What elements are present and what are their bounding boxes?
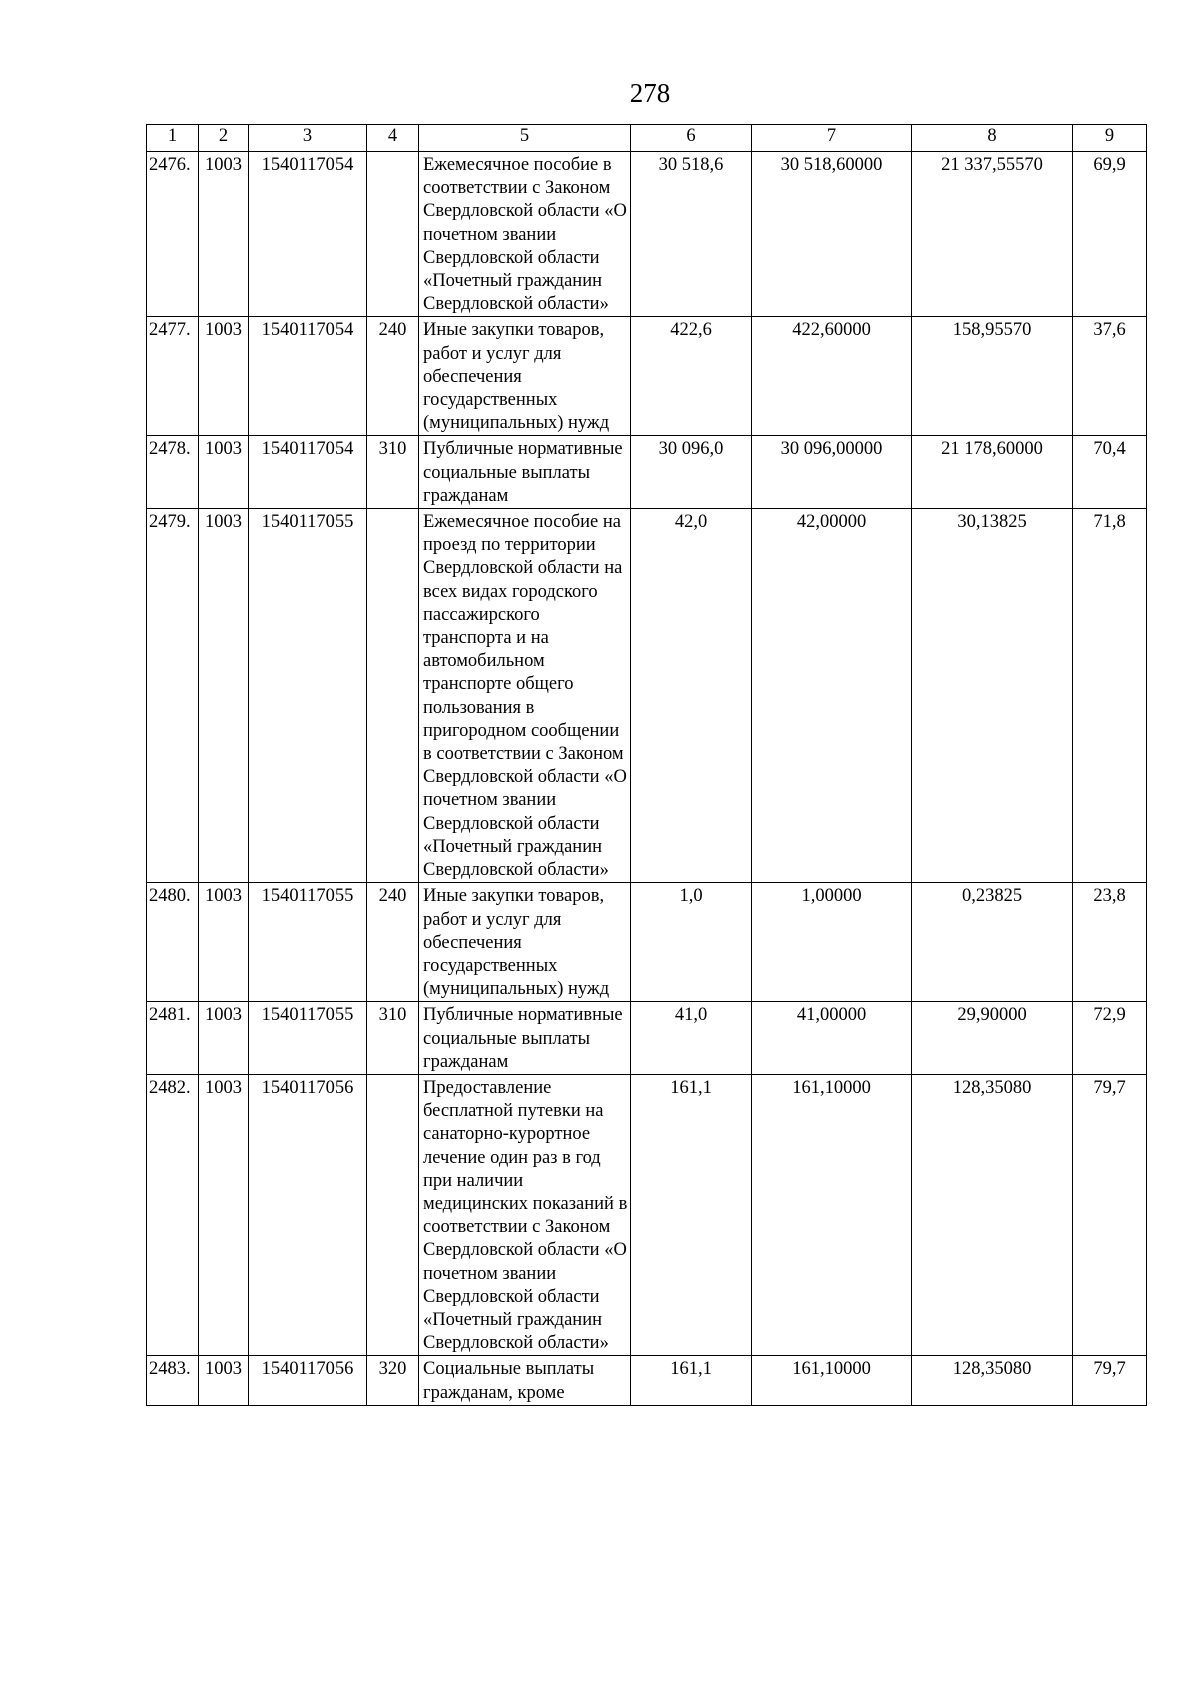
row-number: 2476. [147,152,199,317]
column-header: 5 [419,125,631,152]
table-row [147,436,1147,509]
table-row [147,1356,1147,1405]
executed-value: 30,13825 [912,509,1073,883]
section-code: 1003 [199,1002,249,1075]
percent-value: 72,9 [1073,1002,1147,1075]
column-header: 4 [367,125,419,152]
percent-value: 69,9 [1073,152,1147,317]
section-code: 1003 [199,1356,249,1405]
plan-value: 161,1 [631,1356,752,1405]
percent-value: 79,7 [1073,1356,1147,1405]
table-row [147,1074,1147,1355]
percent-value: 71,8 [1073,509,1147,883]
description: Предоставление бесплатной путевки на санаторно-курортное лечение один раз в год при наличии медицинских показаний в соответствии с Законом Свердловской области «О почетном звании Свердловской области «Почетный гражданин Свердловской области» [419,1074,631,1355]
column-header: 8 [912,125,1073,152]
percent-value: 70,4 [1073,436,1147,509]
target-code: 1540117055 [249,1002,367,1075]
plan-value: 30 096,0 [631,436,752,509]
plan-precise-value: 161,10000 [752,1074,912,1355]
plan-value: 30 518,6 [631,152,752,317]
plan-value: 161,1 [631,1074,752,1355]
executed-value: 128,35080 [912,1356,1073,1405]
executed-value: 158,95570 [912,317,1073,436]
row-number: 2480. [147,883,199,1002]
column-header: 2 [199,125,249,152]
expense-type-code [367,1074,419,1355]
description: Социальные выплаты гражданам, кроме [419,1356,631,1405]
executed-value: 0,23825 [912,883,1073,1002]
plan-precise-value: 42,00000 [752,509,912,883]
section-code: 1003 [199,436,249,509]
target-code: 1540117055 [249,883,367,1002]
plan-precise-value: 422,60000 [752,317,912,436]
section-code: 1003 [199,1074,249,1355]
row-number: 2481. [147,1002,199,1075]
target-code: 1540117056 [249,1356,367,1405]
table-row [147,317,1147,436]
expense-type-code: 240 [367,883,419,1002]
column-header: 6 [631,125,752,152]
description: Ежемесячное пособие на проезд по территории Свердловской области на всех видах городского пассажирского транспорта и на автомобильном транспорте общего пользования в пригородном сообщении в соответствии с Законом Свердловской области «О почетном звании Свердловской области «Почетный гражданин Свердловской области» [419,509,631,883]
plan-value: 422,6 [631,317,752,436]
expense-type-code: 240 [367,317,419,436]
expense-type-code [367,152,419,317]
page-number: 278 [629,78,671,108]
expense-type-code: 310 [367,436,419,509]
section-code: 1003 [199,152,249,317]
description: Публичные нормативные социальные выплаты гражданам [419,436,631,509]
column-header: 9 [1073,125,1147,152]
budget-table [146,124,1147,1406]
percent-value: 79,7 [1073,1074,1147,1355]
plan-precise-value: 30 096,00000 [752,436,912,509]
column-header: 1 [147,125,199,152]
description: Ежемесячное пособие в соответствии с Законом Свердловской области «О почетном звании Свердловской области «Почетный гражданин Свердловской области» [419,152,631,317]
plan-value: 41,0 [631,1002,752,1075]
target-code: 1540117054 [249,317,367,436]
target-code: 1540117056 [249,1074,367,1355]
column-header: 7 [752,125,912,152]
description: Иные закупки товаров, работ и услуг для обеспечения государственных (муниципальных) нужд [419,883,631,1002]
plan-value: 42,0 [631,509,752,883]
row-number: 2477. [147,317,199,436]
row-number: 2479. [147,509,199,883]
table-row [147,883,1147,1002]
percent-value: 23,8 [1073,883,1147,1002]
row-number: 2482. [147,1074,199,1355]
section-code: 1003 [199,883,249,1002]
expense-type-code: 310 [367,1002,419,1075]
row-number: 2483. [147,1356,199,1405]
expense-type-code [367,509,419,883]
target-code: 1540117054 [249,436,367,509]
table-row [147,152,1147,317]
plan-precise-value: 30 518,60000 [752,152,912,317]
plan-precise-value: 1,00000 [752,883,912,1002]
table-row [147,1002,1147,1075]
section-code: 1003 [199,317,249,436]
executed-value: 21 178,60000 [912,436,1073,509]
header-row [147,125,1147,152]
description: Иные закупки товаров, работ и услуг для обеспечения государственных (муниципальных) нужд [419,317,631,436]
target-code: 1540117054 [249,152,367,317]
column-header: 3 [249,125,367,152]
table-row [147,509,1147,883]
section-code: 1003 [199,509,249,883]
target-code: 1540117055 [249,509,367,883]
description: Публичные нормативные социальные выплаты гражданам [419,1002,631,1075]
plan-precise-value: 161,10000 [752,1356,912,1405]
percent-value: 37,6 [1073,317,1147,436]
executed-value: 29,90000 [912,1002,1073,1075]
executed-value: 21 337,55570 [912,152,1073,317]
expense-type-code: 320 [367,1356,419,1405]
plan-precise-value: 41,00000 [752,1002,912,1075]
row-number: 2478. [147,436,199,509]
executed-value: 128,35080 [912,1074,1073,1355]
plan-value: 1,0 [631,883,752,1002]
